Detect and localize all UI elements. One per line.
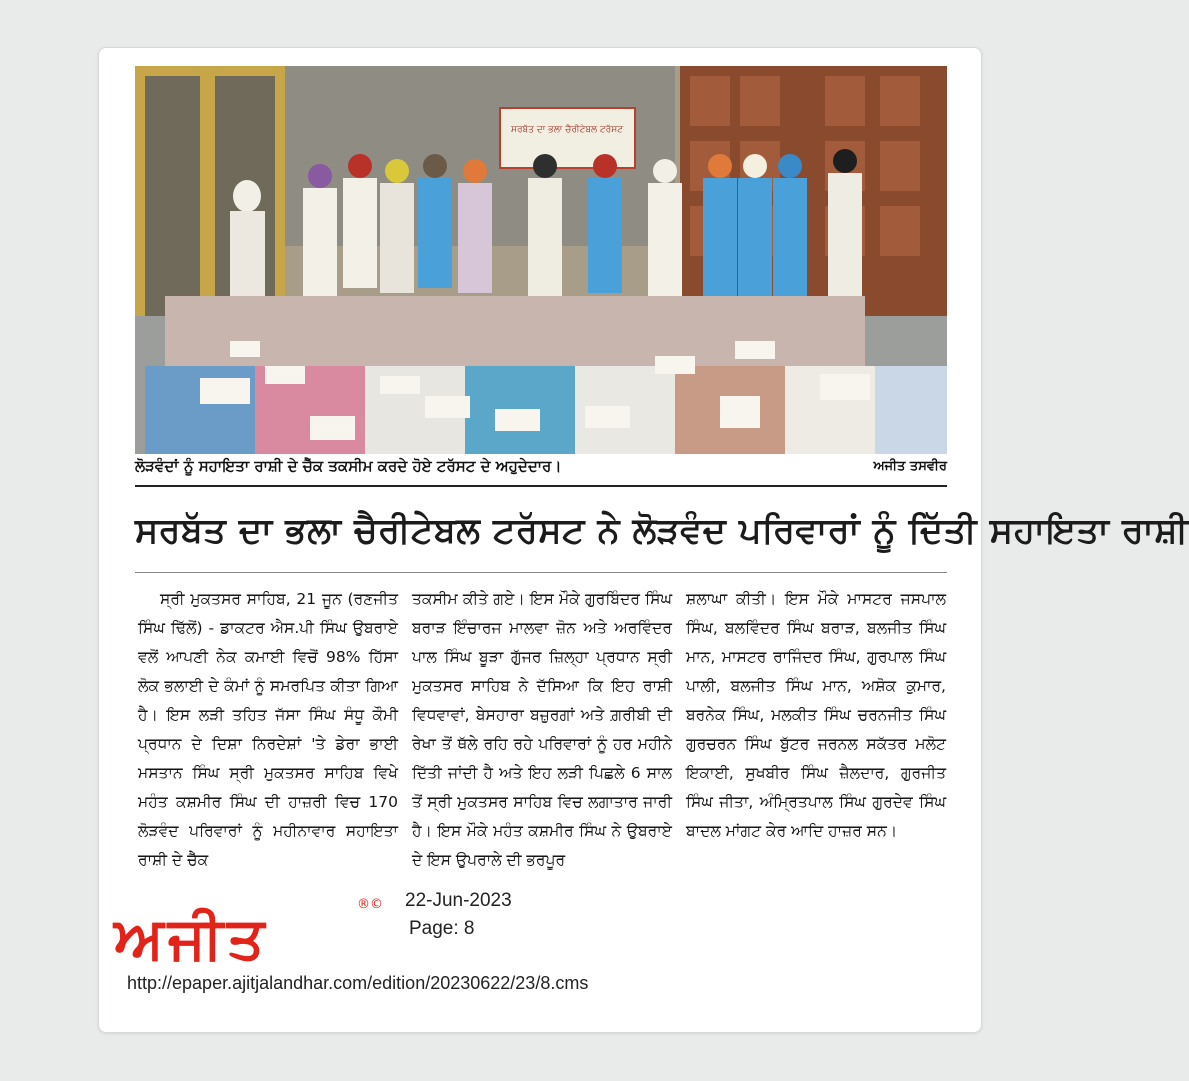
banner-text: ਸਰਬੱਤ ਦਾ ਭਲਾ ਚੈਰੀਟੇਬਲ ਟਰੱਸਟ	[510, 125, 624, 135]
article-column-2: ਤਕਸੀਮ ਕੀਤੇ ਗਏ। ਇਸ ਮੌਕੇ ਗੁਰਬਿੰਦਰ ਸਿੰਘ ਬਰਾੜ ਇੰਚਾਰਜ ਮਾਲਵਾ ਜ਼ੋਨ ਅਤੇ ਅਰਵਿੰਦਰ ਪਾਲ ਸਿੰਘ ਬੂੜਾ ਗੁੱਜਰ ਜ਼ਿਲ੍ਹਾ ਪ੍ਰਧਾਨ ਸ੍ਰੀ ਮੁਕਤਸਰ ਸਾਹਿਬ ਨੇ ਦੱਸਿਆ ਕਿ ਇਹ ਰਾਸ਼ੀ ਵਿਧਵਾਵਾਂ, ਬੇਸਹਾਰਾ ਬਜ਼ੁਰਗਾਂ ਅਤੇ ਗ਼ਰੀਬੀ ਦੀ ਰੇਖਾ ਤੋਂ ਥੱਲੇ ਰਹਿ ਰਹੇ ਪਰਿਵਾਰਾਂ ਨੂੰ ਹਰ ਮਹੀਨੇ ਦਿੱਤੀ ਜਾਂਦੀ ਹੈ ਅਤੇ ਇਹ ਲੜੀ ਪਿਛਲੇ 6 ਸਾਲ ਤੋਂ ਸ੍ਰੀ ਮੁਕਤਸਰ ਸਾਹਿਬ ਵਿਚ ਲਗਾਤਾਰ ਜਾਰੀ ਹੈ। ਇਸ ਮੌਕੇ ਮਹੰਤ ਕਸ਼ਮੀਰ ਸਿੰਘ ਨੇ ਉਬਰਾਏ ਦੇ ਇਸ ਉਪਰਾਲੇ ਦੀ ਭਰਪੂਰ	[412, 590, 672, 869]
photo-credit: ਅਜੀਤ ਤਸਵੀਰ	[873, 458, 947, 474]
source-url[interactable]: http://epaper.ajitjalandhar.com/edition/20230622/23/8.cms	[127, 973, 589, 993]
photo-caption	[135, 455, 947, 477]
news-photo	[135, 66, 947, 454]
caption-text: ਲੋੜਵੰਦਾਂ ਨੂੰ ਸਹਾਇਤਾ ਰਾਸ਼ੀ ਦੇ ਚੈੱਕ ਤਕਸੀਮ ਕਰਦੇ ਹੋਏ ਟਰੱਸਟ ਦੇ ਅਹੁਦੇਦਾਰ।	[135, 457, 562, 475]
registered-mark: ®©	[357, 897, 383, 912]
article-headline: ਸਰਬੱਤ ਦਾ ਭਲਾ ਚੈਰੀਟੇਬਲ ਟਰੱਸਟ ਨੇ ਲੋੜਵੰਦ ਪਰਿਵਾਰਾਂ ਨੂੰ ਦਿੱਤੀ ਸਹਾਇਤਾ ਰਾਸ਼ੀ	[135, 511, 1189, 551]
group-photo-illustration	[135, 66, 947, 454]
article-column-3: ਸ਼ਲਾਘਾ ਕੀਤੀ। ਇਸ ਮੌਕੇ ਮਾਸਟਰ ਜਸਪਾਲ ਸਿੰਘ, ਬਲਵਿੰਦਰ ਸਿੰਘ ਬਰਾੜ, ਬਲਜੀਤ ਸਿੰਘ ਮਾਨ, ਮਾਸਟਰ ਰਾਜਿੰਦਰ ਸਿੰਘ, ਗੁਰਪਾਲ ਸਿੰਘ ਪਾਲੀ, ਬਲਜੀਤ ਸਿੰਘ ਮਾਨ, ਅਸ਼ੋਕ ਕੁਮਾਰ, ਬਰਨੇਕ ਸਿੰਘ, ਮਲਕੀਤ ਸਿੰਘ ਚਰਨਜੀਤ ਸਿੰਘ ਗੁਰਚਰਨ ਸਿੰਘ ਬੁੱਟਰ ਜਰਨਲ ਸਕੱਤਰ ਮਲੋਟ ਇਕਾਈ, ਸੁਖਬੀਰ ਸਿੰਘ ਜ਼ੈਲਦਾਰ, ਗੁਰਜੀਤ ਸਿੰਘ ਜੀਤਾ, ਅੰਮ੍ਰਿਤਪਾਲ ਸਿੰਘ ਗੁਰਦੇਵ ਸਿੰਘ ਬਾਦਲ ਮਾਂਗਟ ਕੇਰ ਆਦਿ ਹਾਜ਼ਰ ਸਨ।	[686, 590, 946, 840]
rule-bottom	[135, 572, 947, 573]
edition-date: 22-Jun-2023	[405, 890, 512, 911]
rule-top	[135, 485, 947, 487]
article-body	[138, 585, 946, 877]
logo-text: ਅਜੀਤ	[114, 904, 269, 972]
newspaper-logo	[114, 903, 384, 973]
article-column-1: ਸ੍ਰੀ ਮੁਕਤਸਰ ਸਾਹਿਬ, 21 ਜੂਨ (ਰਣਜੀਤ ਸਿੰਘ ਢਿੱਲੋਂ) - ਡਾਕਟਰ ਐਸ.ਪੀ ਸਿੰਘ ਉਬਰਾਏ ਵਲੋਂ ਆਪਣੀ ਨੇਕ ਕਮਾਈ ਵਿਚੋਂ 98% ਹਿੱਸਾ ਲੋਕ ਭਲਾਈ ਦੇ ਕੰਮਾਂ ਨੂੰ ਸਮਰਪਿਤ ਕੀਤਾ ਗਿਆ ਹੈ। ਇਸ ਲੜੀ ਤਹਿਤ ਜੱਸਾ ਸਿੰਘ ਸੰਧੂ ਕੌਮੀ ਪ੍ਰਧਾਨ ਦੇ ਦਿਸ਼ਾ ਨਿਰਦੇਸ਼ਾਂ 'ਤੇ ਡੇਰਾ ਭਾਈ ਮਸਤਾਨ ਸਿੰਘ ਸ੍ਰੀ ਮੁਕਤਸਰ ਸਾਹਿਬ ਵਿਖੇ ਮਹੰਤ ਕਸ਼ਮੀਰ ਸਿੰਘ ਦੀ ਹਾਜ਼ਰੀ ਵਿਚ 170 ਲੋੜਵੰਦ ਪਰਿਵਾਰਾਂ ਨੂੰ ਮਹੀਨਾਵਾਰ ਸਹਾਇਤਾ ਰਾਸ਼ੀ ਦੇ ਚੈੱਕ	[138, 590, 398, 869]
page-number: Page: 8	[409, 918, 475, 939]
